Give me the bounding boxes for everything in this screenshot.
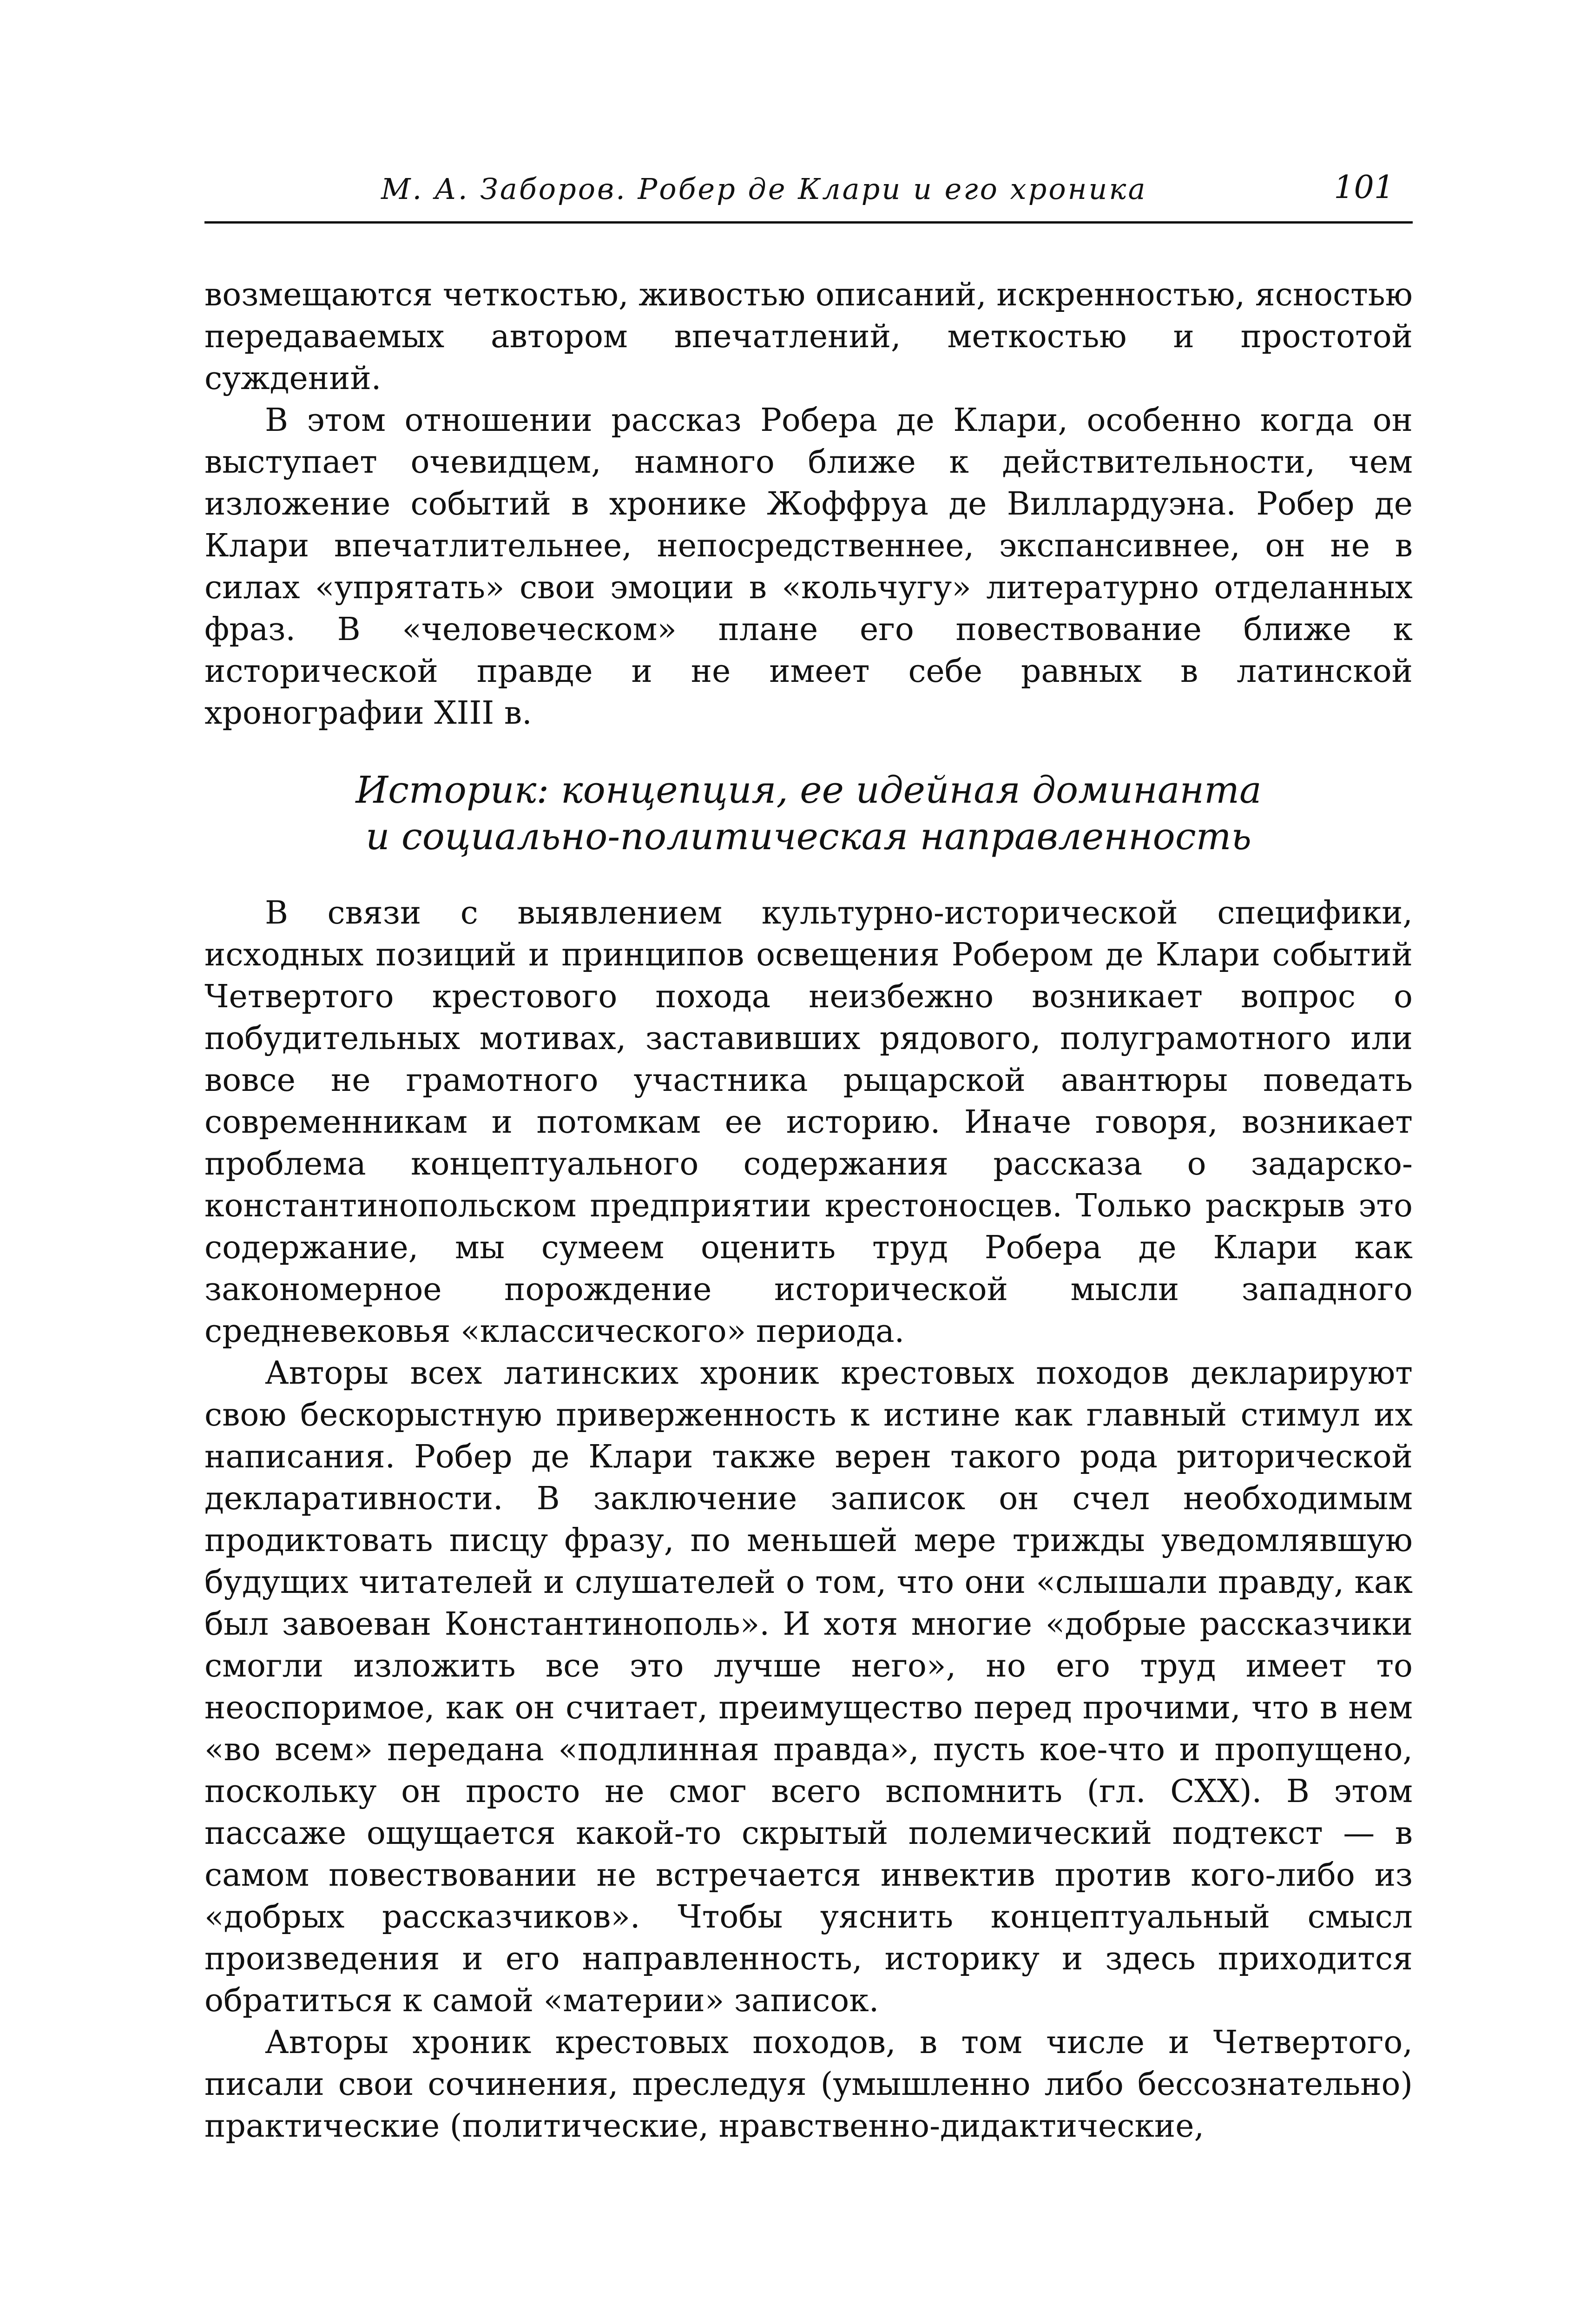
paragraph: возмещаются четкостью, живостью описаний, искренностью, ясностью передаваемых автором впечатлений, меткостью и простотой суждений. bbox=[204, 277, 1413, 397]
body-text bbox=[204, 274, 1413, 2147]
paragraph: Авторы всех латинских хроник крестовых походов декларируют свою бескорыстную приверженность к истине как главный стимул их написания. Робер де Клари также верен такого рода риторической декларативности. В заключение записок он счел необходимым продиктовать писцу фразу, по меньшей мере трижды уведомлявшую будущих читателей и слушателей о том, что они «слышали правду, как был завоеван Константинополь». И хотя многие «добрые рассказчики смогли изложить все это лучше него», но его труд имеет то неоспоримое, как он считает, преимущество перед прочими, что в нем «во всем» передана «подлинная правда», пусть кое-что и пропущено, поскольку он просто не смог всего вспомнить (гл. CXX). В этом пассаже ощущается какой-то скрытый полемический подтекст — в самом повествовании не встречается инвектив против кого-либо из «добрых рассказчиков». Чтобы уяснить концептуальный смысл произведения и его направленность, историку и здесь приходится обратиться к самой «материи» записок. bbox=[204, 1355, 1413, 2019]
running-title: М. А. Заборов. Робер де Клари и его хроника bbox=[381, 172, 1147, 206]
page-number: 101 bbox=[1334, 169, 1394, 206]
running-head bbox=[204, 167, 1413, 223]
section-heading-line: и социально-политическая направленность bbox=[365, 815, 1252, 858]
header-rule bbox=[204, 221, 1413, 224]
paragraph: В этом отношении рассказ Робера де Клари, особенно когда он выступает очевидцем, намного ближе к действительности, чем изложение событий в хронике Жоффруа де Виллардуэна. Робер де Клари впечатлительнее, непосредственнее, экспансивнее, он не в силах «упрятать» свои эмоции в «кольчугу» литературно отделанных фраз. В «человеческом» плане его повествование ближе к исторической правде и не имеет себе равных в латинской хронографии XIII в. bbox=[204, 402, 1413, 732]
section-heading-line: Историк: концепция, ее идейная доминанта bbox=[356, 768, 1262, 812]
paragraph: Авторы хроник крестовых походов, в том числе и Четвертого, писали свои сочинения, преследуя (умышленно либо бессознательно) практические (политические, нравственно-дидактические, bbox=[204, 2024, 1413, 2145]
paragraph: В связи с выявлением культурно-исторической специфики, исходных позиций и принципов освещения Робером де Клари событий Четвертого крестового похода неизбежно возникает вопрос о побудительных мотивах, заставивших рядового, полуграмотного или вовсе не грамотного участника рыцарской авантюры поведать современникам и потомкам ее историю. Иначе говоря, возникает проблема концептуального содержания рассказа о задарско-константинопольском предприятии крестоносцев. Только раскрыв это содержание, мы сумеем оценить труд Робера де Клари как закономерное порождение исторической мысли западного средневековья «классического» периода. bbox=[204, 895, 1413, 1350]
book-page bbox=[204, 167, 1413, 2147]
section-heading bbox=[204, 767, 1413, 860]
